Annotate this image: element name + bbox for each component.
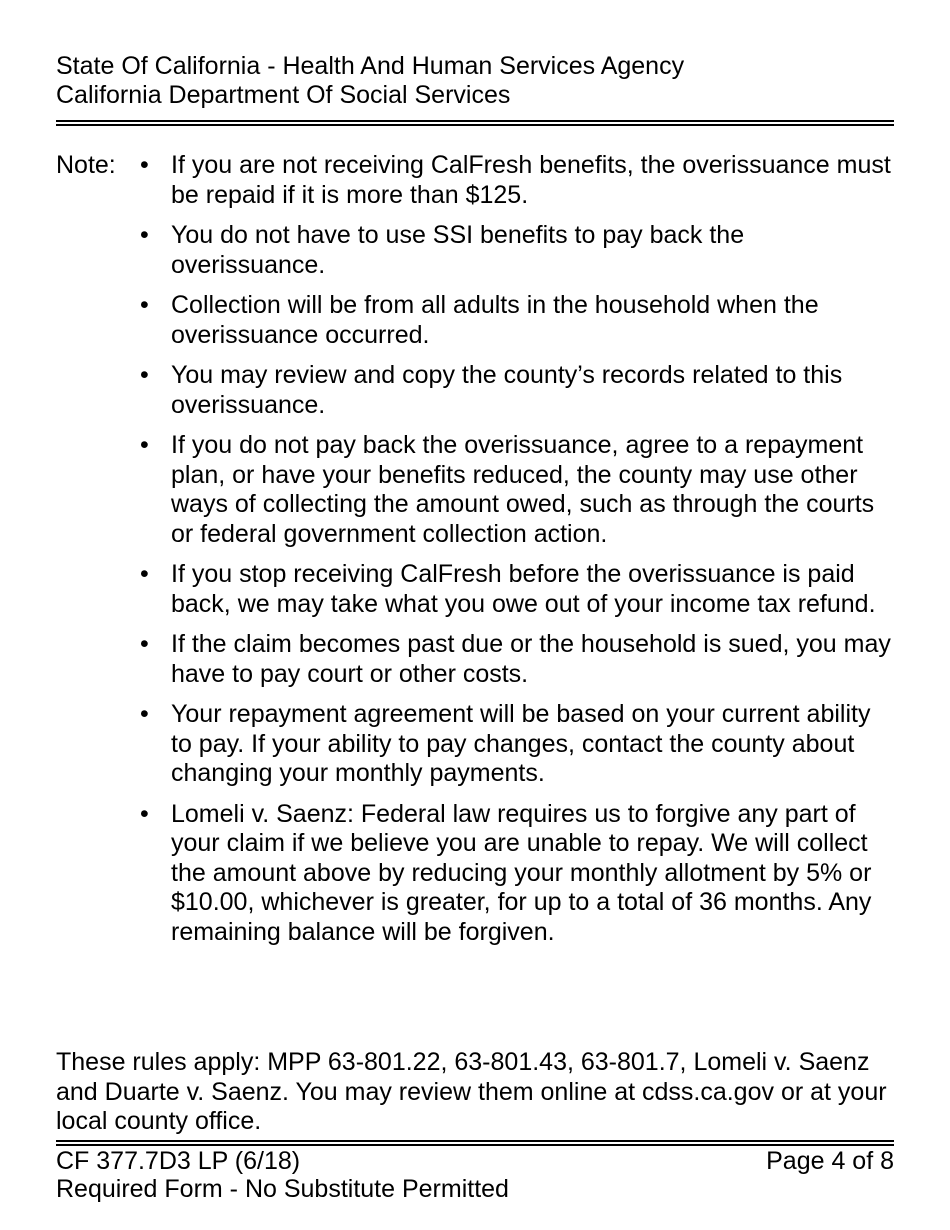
bullet-text: Collection will be from all adults in the household when the overissuance occurred. bbox=[171, 291, 819, 349]
bullet-icon: • bbox=[140, 700, 149, 728]
bullet-icon: • bbox=[140, 151, 149, 179]
department-name: California Department Of Social Services bbox=[56, 81, 511, 109]
list-item bbox=[56, 700, 894, 789]
form-notice: Required Form - No Substitute Permitted bbox=[56, 1175, 509, 1203]
agency-name: State Of California - Health And Human Services Agency bbox=[56, 52, 685, 80]
list-item bbox=[56, 361, 894, 420]
footer-divider bbox=[56, 1140, 894, 1146]
list-item bbox=[56, 291, 894, 350]
form-number: CF 377.7D3 LP (6/18) bbox=[56, 1147, 301, 1175]
note-bullet-list bbox=[56, 151, 894, 958]
bullet-text: If you stop receiving CalFresh before the overissuance is paid back, we may take what you owe out of your income tax refund. bbox=[171, 560, 876, 618]
list-item bbox=[56, 630, 894, 689]
bullet-icon: • bbox=[140, 560, 149, 588]
bullet-text: Your repayment agreement will be based on your current ability to pay. If your ability to pay changes, contact the county about changing your monthly payments. bbox=[171, 700, 871, 787]
bullet-icon: • bbox=[140, 221, 149, 249]
rules-citation: These rules apply: MPP 63-801.22, 63-801.43, 63-801.7, Lomeli v. Saenz and Duarte v. Saenz. You may review them online at cdss.ca.gov or at your local county office. bbox=[56, 1048, 887, 1135]
bullet-icon: • bbox=[140, 361, 149, 389]
footer-form-info bbox=[56, 1147, 509, 1203]
bullet-text: If the claim becomes past due or the household is sued, you may have to pay court or other costs. bbox=[171, 630, 891, 688]
list-item bbox=[56, 221, 894, 280]
header-divider bbox=[56, 120, 894, 126]
bullet-icon: • bbox=[140, 431, 149, 459]
list-item bbox=[56, 800, 894, 948]
page-header bbox=[56, 52, 684, 110]
list-item bbox=[56, 560, 894, 619]
list-item bbox=[56, 431, 894, 549]
bullet-icon: • bbox=[140, 799, 149, 828]
note-label: Note: bbox=[56, 151, 116, 179]
bullet-text: You may review and copy the county’s records related to this overissuance. bbox=[171, 361, 843, 419]
page-indicator: Page 4 of 8 bbox=[766, 1147, 894, 1175]
bullet-text: If you do not pay back the overissuance, agree to a repayment plan, or have your benefits reduced, the county may use other ways of collecting the amount owed, such as through the courts or federal government collection action. bbox=[171, 431, 875, 548]
bullet-text: If you are not receiving CalFresh benefits, the overissuance must be repaid if it is more than $125. bbox=[171, 151, 891, 209]
bullet-icon: • bbox=[140, 291, 149, 319]
bullet-text: You do not have to use SSI benefits to pay back the overissuance. bbox=[171, 221, 745, 279]
list-item bbox=[56, 151, 894, 210]
bullet-icon: • bbox=[140, 630, 149, 658]
bullet-text: Lomeli v. Saenz: Federal law requires us to forgive any part of your claim if we believe you are unable to repay. We will collect the amount above by reducing your monthly allotment by 5% or $10.00, whichever is greater, for up to a total of 36 months. Any remaining balance will be forgiven. bbox=[171, 799, 872, 946]
